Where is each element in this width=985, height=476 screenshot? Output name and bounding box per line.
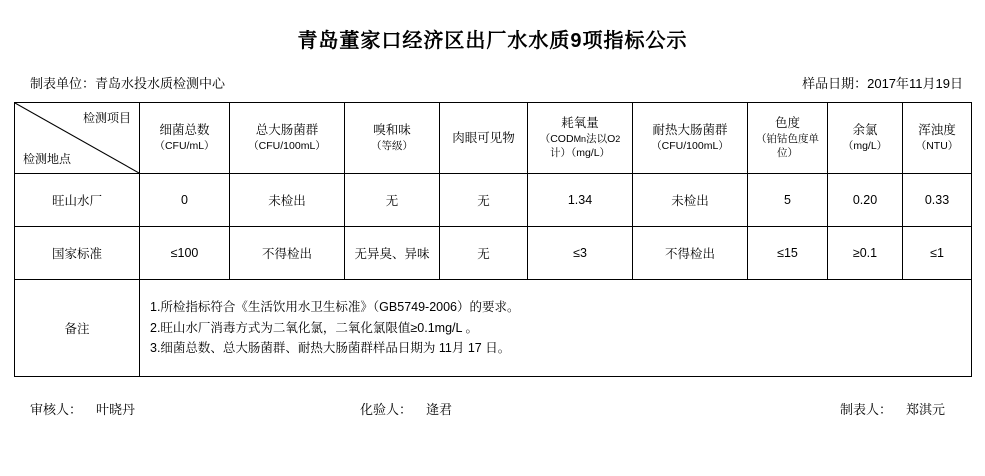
header-corner-cell: [15, 103, 140, 174]
column-header: [903, 103, 972, 174]
remark-line: 2.旺山水厂消毒方式为二氧化氯，二氧化氯限值≥0.1mg/L 。: [150, 320, 478, 335]
column-header-unit: （CFU/100mL）: [248, 140, 326, 153]
remark-body: [140, 280, 972, 377]
table-cell: ≤3: [528, 227, 633, 280]
signature-label: 化验人：: [360, 402, 413, 417]
table-cell: 0.20: [828, 174, 903, 227]
signature-label: 审核人：: [30, 402, 83, 417]
signature-label: 制表人：: [839, 402, 892, 417]
column-header-name: 嗅和味: [373, 123, 411, 138]
signature-value: 叶晓丹: [96, 402, 136, 417]
corner-row-title: 检测地点: [23, 152, 72, 166]
corner-column-title: 检测项目: [82, 111, 131, 125]
column-header-unit: （等级）: [371, 140, 413, 153]
remark-label: 备注: [15, 280, 140, 377]
maker-unit: [30, 73, 225, 92]
table-header-row: [15, 103, 972, 174]
column-header-name: 色度: [774, 116, 800, 131]
table-row: [15, 227, 972, 280]
table-cell: 无: [440, 174, 528, 227]
column-header-name: 浑浊度: [918, 123, 956, 138]
meta-row: [0, 59, 985, 102]
column-header-name: 余氯: [852, 123, 878, 138]
table-cell: 未检出: [230, 174, 345, 227]
column-header: [345, 103, 440, 174]
table-cell: 5: [748, 174, 828, 227]
signature-row: [0, 377, 985, 418]
table-cell: 不得检出: [230, 227, 345, 280]
sample-date: [802, 73, 963, 92]
table-row: [15, 174, 972, 227]
table-cell: ≤15: [748, 227, 828, 280]
column-header-unit: （mg/L）: [842, 140, 888, 153]
table-cell: ≤1: [903, 227, 972, 280]
table-cell: 未检出: [633, 174, 748, 227]
column-header-name: 细菌总数: [159, 123, 210, 138]
column-header: [440, 103, 528, 174]
column-header-name: 肉眼可见物: [452, 130, 515, 145]
table-cell: 不得检出: [633, 227, 748, 280]
remark-line: 1.所检指标符合《生活饮用水卫生标准》（GB5749-2006）的要求。: [150, 300, 520, 315]
table-container: [0, 102, 985, 377]
row-label: 旺山水厂: [15, 174, 140, 227]
column-header-unit-cont: 计）（mg/L）: [549, 147, 611, 160]
column-header-unit: （铂钴色度单位）: [756, 133, 819, 160]
column-header-unit: （CODMn法以O2: [539, 133, 621, 146]
column-header: [828, 103, 903, 174]
table-cell: 0: [140, 174, 230, 227]
signature-tester: [360, 399, 690, 418]
sample-date-label: 样品日期：: [802, 76, 868, 91]
table-cell: ≥0.1: [828, 227, 903, 280]
column-header: [748, 103, 828, 174]
signature-maker: [690, 399, 955, 418]
row-label: 国家标准: [15, 227, 140, 280]
column-header: [633, 103, 748, 174]
sample-date-value: 2017年11月19日: [867, 76, 963, 91]
column-header-unit: （CFU/100mL）: [651, 140, 729, 153]
column-header: [230, 103, 345, 174]
column-header-unit: （NTU）: [915, 140, 959, 153]
remark-line: 3.细菌总数、总大肠菌群、耐热大肠菌群样品日期为 11月 17 日。: [150, 341, 511, 356]
column-header: [528, 103, 633, 174]
column-header-unit: （CFU/mL）: [154, 140, 215, 153]
page-title: 青岛董家口经济区出厂水水质9项指标公示: [297, 30, 688, 52]
table-cell: ≤100: [140, 227, 230, 280]
maker-unit-label: 制表单位：: [30, 76, 96, 91]
table-cell: 0.33: [903, 174, 972, 227]
remark-row: [15, 280, 972, 377]
column-header-name: 耐热大肠菌群: [652, 123, 728, 138]
column-header: [140, 103, 230, 174]
signature-value: 逄君: [426, 402, 453, 417]
table-cell: 无: [440, 227, 528, 280]
table-cell: 1.34: [528, 174, 633, 227]
signature-value: 郑淇元: [905, 402, 945, 417]
maker-unit-value: 青岛水投水质检测中心: [95, 76, 226, 91]
signature-reviewer: [30, 399, 360, 418]
column-header-name: 总大肠菌群: [255, 123, 319, 138]
table-cell: 无: [345, 174, 440, 227]
water-quality-table: [14, 102, 972, 377]
table-cell: 无异臭、异味: [345, 227, 440, 280]
column-header-name: 耗氧量: [561, 116, 599, 131]
